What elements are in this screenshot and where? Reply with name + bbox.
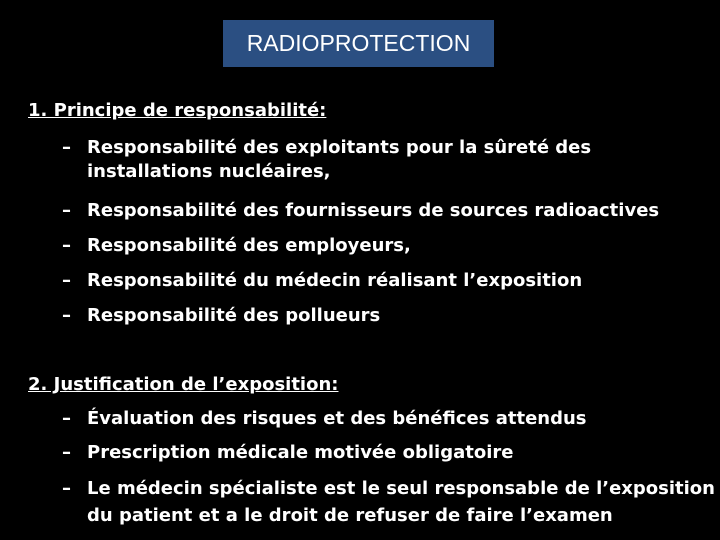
bullet-marker: – <box>62 305 71 326</box>
section1-item-1 <box>62 131 687 188</box>
bullet-marker: – <box>62 478 71 499</box>
section2-item-1 <box>62 402 587 435</box>
section1-item-3 <box>62 229 411 262</box>
section1-item-2 <box>62 194 659 227</box>
section2-item-3 <box>62 472 715 532</box>
section1-item-5-text: Responsabilité des pollueurs <box>87 305 381 326</box>
section2-item-3-line1: Le médecin spécialiste est le seul responsable de l’exposition <box>87 478 715 499</box>
slide-title <box>223 20 494 67</box>
section1-item-2-text: Responsabilité des fournisseurs de sources radioactives <box>87 200 660 221</box>
section2-item-3-line2: du patient et a le droit de refuser de faire l’examen <box>87 505 613 526</box>
bullet-marker: – <box>62 200 71 221</box>
section1-item-1-line2: installations nucléaires, <box>87 161 331 182</box>
bullet-marker: – <box>62 408 71 429</box>
section2-heading: 2. Justification de l’exposition: <box>28 374 339 395</box>
bullet-marker: – <box>62 235 71 256</box>
bullet-marker: – <box>62 442 71 463</box>
section2-item-2-text: Prescription médicale motivée obligatoire <box>87 442 514 463</box>
section2-item-1-text: Évaluation des risques et des bénéfices attendus <box>87 408 587 429</box>
section1-item-4 <box>62 264 582 297</box>
section1-item-1-line1: Responsabilité des exploitants pour la sûreté des <box>87 137 592 158</box>
bullet-marker: – <box>62 137 71 158</box>
section2-item-2 <box>62 436 513 469</box>
section1-heading: 1. Principe de responsabilité: <box>28 100 327 121</box>
section1-item-5 <box>62 299 380 332</box>
slide-title-text: RADIOPROTECTION <box>246 30 471 56</box>
bullet-marker: – <box>62 270 71 291</box>
section1-item-3-text: Responsabilité des employeurs, <box>87 235 411 256</box>
section1-item-4-text: Responsabilité du médecin réalisant l’exposition <box>87 270 583 291</box>
